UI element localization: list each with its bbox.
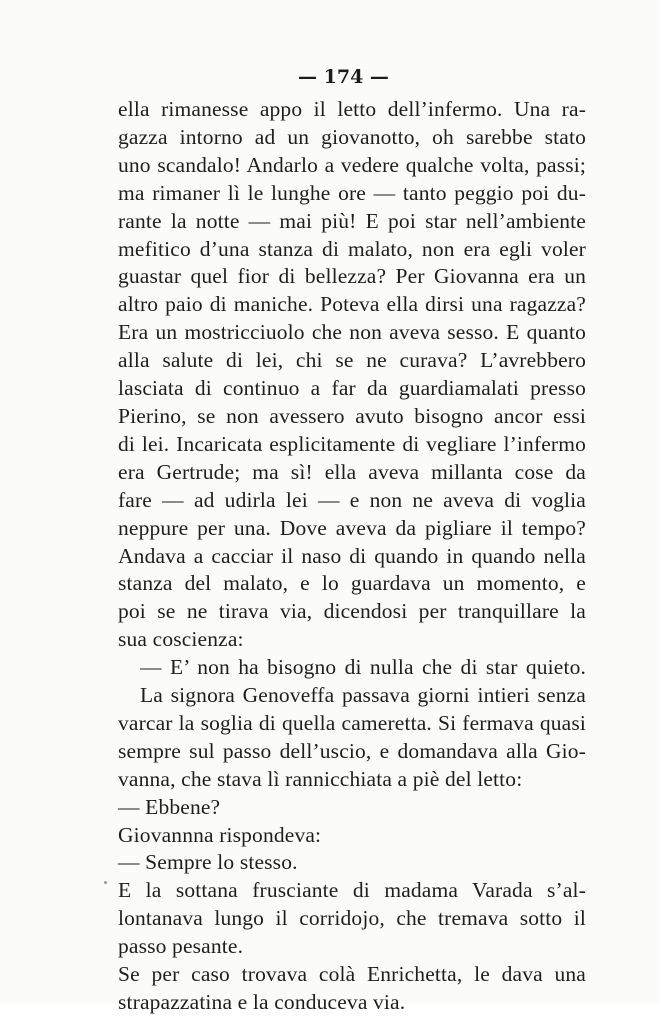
text-line: Pierino, se non avessero avuto bisogno ancor essi (118, 403, 586, 428)
text-line: di lei. Incaricata esplicitamente di vegliare l’infermo (118, 431, 586, 456)
text-line: stanza del malato, e lo guardava un momento, e (118, 571, 586, 596)
body-text (118, 96, 586, 1017)
text-line: mefitico d’una stanza di malato, non era egli voler (118, 236, 586, 261)
text-line: — E’ non ha bisogno di nulla che di star quieto. (140, 655, 586, 680)
text-line: fare — ad udirla lei — e non ne aveva di voglia (118, 487, 586, 512)
page-number: — 174 — (298, 66, 389, 88)
text-line: poi se ne tirava via, dicendosi per tranquillare la (118, 599, 586, 624)
text-line: sempre sul passo dell’uscio, e domandava alla Gio- (118, 738, 586, 763)
text-line: varcar la soglia di quella cameretta. Si fermava quasi (118, 710, 586, 735)
text-line: guastar quel fior di bellezza? Per Giovanna era un (118, 264, 586, 289)
text-line: La signora Genoveffa passava giorni intieri senza (140, 683, 586, 708)
text-line: — Sempre lo stesso. (118, 850, 298, 875)
text-line: gazza intorno ad un giovanotto, oh sarebbe stato (118, 124, 586, 149)
text-line: ma rimaner lì le lunghe ore — tanto peggio poi du- (118, 180, 586, 205)
text-line: uno scandalo! Andarlo a vedere qualche volta, passi; (118, 152, 586, 177)
text-line: lontanava lungo il corridojo, che tremava sotto il (118, 906, 586, 931)
text-line: E la sottana frusciante di madama Varada s’al- (118, 878, 586, 903)
text-line: Andava a cacciar il naso di quando in quando nella (118, 543, 586, 568)
text-line: rante la notte — mai più! E poi star nell’ambiente (118, 208, 586, 233)
text-line: sua coscienza: (118, 627, 244, 652)
text-line: neppure per una. Dove aveva da pigliare il tempo? (118, 515, 586, 540)
text-line: lasciata di continuo a far da guardiamalati presso (118, 376, 586, 401)
text-line: alla salute di lei, chi se ne curava? L’avrebbero (118, 348, 586, 373)
text-line: ella rimanesse appo il letto dell’infermo. Una ra- (118, 97, 586, 121)
text-line: Era un mostricciuolo che non aveva sesso. E quanto (118, 320, 586, 345)
paper-speck (104, 881, 107, 884)
text-line: Giovannna rispondeva: (118, 822, 322, 847)
text-line: strapazzatina e la conduceva via. (118, 990, 406, 1014)
text-line: altro paio di maniche. Poteva ella dirsi una ragazza? (118, 292, 586, 317)
text-line: — Ebbene? (118, 794, 221, 819)
text-line: era Gertrude; ma sì! ella aveva millanta cose da (118, 459, 586, 484)
text-line: vanna, che stava lì rannicchiata a piè del letto: (118, 766, 523, 791)
text-line: passo pesante. (118, 934, 244, 959)
text-line: Se per caso trovava colà Enrichetta, le dava una (118, 962, 586, 987)
